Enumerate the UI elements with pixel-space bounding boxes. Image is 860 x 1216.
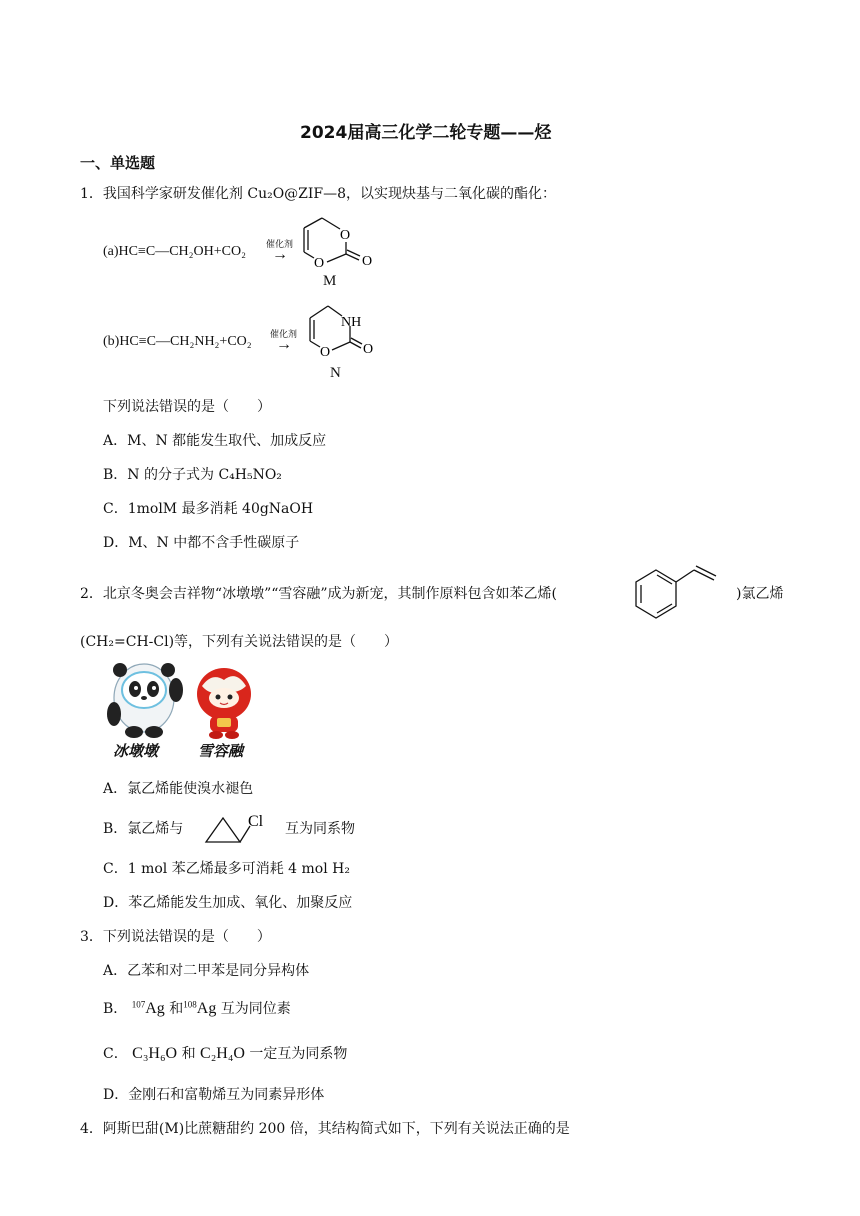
q2-chlorocyclopropane-structure (196, 802, 276, 848)
q1-m-ring-oxygen-2: O (314, 256, 325, 270)
q1-option-a: A．M、N 都能发生取代、加成反应 (103, 433, 327, 449)
q3-option-c-and: 和 (181, 1046, 196, 1062)
q3-formula-c2h4o: C₂H₄O (200, 1045, 245, 1062)
q1-prompt: 下列说法错误的是（ ） (103, 399, 271, 415)
mascot-shuey-rhon-rhon (192, 664, 258, 740)
q1-option-d: D．M、N 中都不含手性碳原子 (103, 535, 300, 551)
q1-reaction-a: (a)HC≡C—CH₂OH+CO₂ (103, 244, 246, 259)
q3-ag108-mass: 108 (183, 999, 197, 1010)
q3-option-b (103, 998, 291, 1018)
q4-stem: 4．阿斯巴甜(M)比蔗糖甜约 200 倍，其结构简式如下，下列有关说法正确的是 (80, 1121, 570, 1137)
q2-stem-start: 2．北京冬奥会吉祥物“冰墩墩”“雪容融”成为新宠，其制作原料包含如苯乙烯( (80, 586, 557, 602)
q2-styrene-structure (626, 556, 736, 624)
mascot-bing-dwen-dwen (102, 660, 188, 740)
q2-stem-line2: (CH₂=CH-Cl)等，下列有关说法错误的是（ ） (80, 634, 399, 650)
q3-option-d: D．金刚石和富勒烯互为同素异形体 (103, 1087, 325, 1103)
q3-option-b-end: 互为同位素 (220, 1001, 291, 1017)
q3-formula-c3h6o: C₃H₆O (132, 1045, 178, 1062)
page-title: 2024届高三化学二轮专题——烃 (300, 123, 552, 143)
section-heading: 一、单选题 (80, 154, 156, 172)
q1-structure-m (292, 208, 382, 270)
q2-stem-end: )氯乙烯 (736, 586, 784, 602)
q1-n-ring-oxygen: O (320, 345, 331, 360)
q3-option-c-end: 一定互为同系物 (249, 1046, 348, 1062)
q3-option-a: A．乙苯和对二甲苯是同分异构体 (103, 963, 310, 979)
q3-stem: 3．下列说法错误的是（ ） (80, 929, 271, 945)
q3-option-b-prefix: B． (103, 1001, 128, 1017)
q2-option-c: C．1 mol 苯乙烯最多可消耗 4 mol H₂ (103, 861, 350, 877)
q2-option-a: A．氯乙烯能使溴水褪色 (103, 781, 254, 797)
q1-option-c: C．1molM 最多消耗 40gNaOH (103, 501, 314, 517)
mascot-caption-shuey: 雪容融 (198, 742, 244, 760)
q1-label-n: N (330, 365, 341, 381)
q1-n-nh: NH (341, 315, 362, 330)
q1-m-ring-oxygen: O (340, 228, 351, 243)
q1-n-carbonyl-oxygen: O (363, 342, 374, 357)
q2-option-b-start: B．氯乙烯与 (103, 821, 184, 837)
q1-catalyst-a: 催化剂 (266, 240, 294, 250)
q3-option-c-prefix: C． (103, 1046, 128, 1062)
q3-ag107-symbol: Ag (145, 1000, 165, 1017)
q1-m-carbonyl-oxygen: O (362, 254, 373, 269)
q2-cl-atom: Cl (248, 813, 264, 830)
q3-option-b-and: 和 (169, 1001, 184, 1017)
q1-arrow-b: → (276, 336, 292, 353)
q3-ag108-symbol: Ag (196, 1000, 217, 1017)
q1-stem: 1．我国科学家研发催化剂 Cu₂O@ZIF—8，以实现炔基与二氧化碳的酯化： (80, 186, 557, 202)
q1-label-m: M (323, 273, 337, 289)
q1-reaction-b: (b)HC≡C—CH₂NH₂+CO₂ (103, 334, 252, 349)
q1-arrow-a: → (272, 246, 288, 263)
q2-option-d: D．苯乙烯能发生加成、氧化、加聚反应 (103, 895, 353, 911)
q1-option-b: B．N 的分子式为 C₄H₅NO₂ (103, 467, 282, 483)
q3-option-c (103, 1043, 347, 1063)
q1-structure-n (298, 298, 388, 362)
q3-ag107-mass: 107 (131, 999, 146, 1010)
mascot-caption-bing: 冰墩墩 (113, 742, 159, 760)
q2-option-b-end: 互为同系物 (285, 821, 355, 837)
q1-catalyst-b: 催化剂 (270, 330, 298, 340)
